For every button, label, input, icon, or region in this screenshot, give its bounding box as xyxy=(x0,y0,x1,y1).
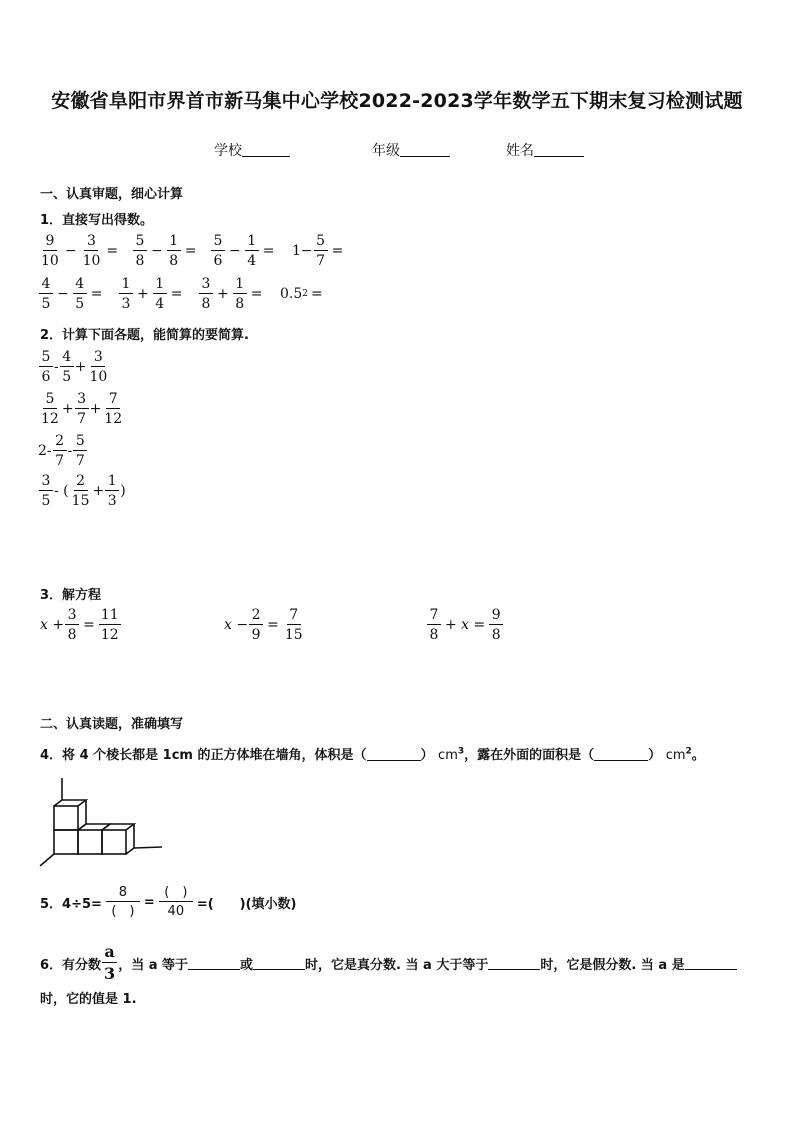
q3-eq2: x − $\frac{2}{9}$ = $\frac{7}{15}$ xyxy=(224,607,303,643)
q1-r1-item3: 5 6 − $\frac{1}{4}$ = xyxy=(210,234,277,268)
q1-r2-item1: 4 5 − $\frac{4}{5}$ = xyxy=(38,277,105,311)
q1-r1-item4: 1− $\frac{5}{7}$ = xyxy=(292,233,344,269)
q3-eq1: x + $\frac{3}{8}$ = $\frac{11}{12}$ xyxy=(40,607,119,643)
q2-expr3: 2- 2 7 - 5 7 xyxy=(38,434,88,468)
q4-text: 4．将 4 个棱长都是 1cm 的正方体堆在墙角，体积是（ ） $cm^3$，露在外面的面积是（ ） $cm^2$。 xyxy=(40,746,705,763)
grade-blank[interactable] xyxy=(400,142,450,157)
school-blank[interactable] xyxy=(242,142,290,157)
q6-blank-1[interactable] xyxy=(188,956,240,970)
q2-expr4: 3 5 - ( 2 15 + $\frac{1}{3}$ ) xyxy=(38,474,126,508)
cubes-figure xyxy=(38,776,164,868)
q3-label: 3．解方程 xyxy=(40,588,102,603)
school-field xyxy=(214,140,290,160)
q1-r1-item1: 9 10 − $\frac{3}{10}$ = xyxy=(41,233,119,269)
name-label: 姓名 xyxy=(506,143,534,159)
q6-blank-3[interactable] xyxy=(488,956,540,970)
grade-label: 年级 xyxy=(372,143,400,159)
q1-r2-item4: 0.5 2 = xyxy=(280,286,323,302)
q4-blank-volume[interactable] xyxy=(367,747,421,761)
q6-line1: 6．有分数 a 3 ，当 a 等于 或 时，它是真分数. 当 a 大于等于 时，它是假分数. 当 a 是 xyxy=(40,944,737,982)
q5-text: 5．4÷5= 8 ( ) = ( ) 40 =( )(填小数) xyxy=(40,885,297,919)
q6-blank-4[interactable] xyxy=(685,956,737,970)
page-title: 安徽省阜阳市界首市新马集中心学校2022-2023学年数学五下期末复习检测试题 xyxy=(51,90,743,112)
grade-field xyxy=(372,140,450,160)
q1-r2-item3: 3 8 + $\frac{1}{8}$ = xyxy=(198,277,265,311)
q1-r2-item2: 1 3 + $\frac{1}{4}$ = xyxy=(118,277,185,311)
q1-label: 1．直接写出得数。 xyxy=(40,213,154,228)
q6-line2: 时，它的值是 1. xyxy=(40,992,137,1007)
school-label: 学校 xyxy=(214,143,242,159)
q2-label: 2．计算下面各题，能简算的要简算. xyxy=(40,328,249,343)
section2-heading: 二、认真读题，准确填写 xyxy=(40,717,184,732)
q2-expr2: 5 12 + $\frac{3}{7}$ + $\frac{7}{12}$ xyxy=(41,391,123,427)
q3-eq3: 7 8 + x = $\frac{9}{8}$ xyxy=(426,608,504,642)
q6-blank-2[interactable] xyxy=(253,956,305,970)
q2-expr1: 5 6 - 4 5 + $\frac{3}{10}$ xyxy=(38,350,110,384)
name-field xyxy=(506,140,584,160)
section1-heading: 一、认真审题，细心计算 xyxy=(40,187,184,202)
q1-r1-item2: 5 8 − $\frac{1}{8}$ = xyxy=(132,234,199,268)
name-blank[interactable] xyxy=(534,142,584,157)
q4-blank-area[interactable] xyxy=(594,747,648,761)
